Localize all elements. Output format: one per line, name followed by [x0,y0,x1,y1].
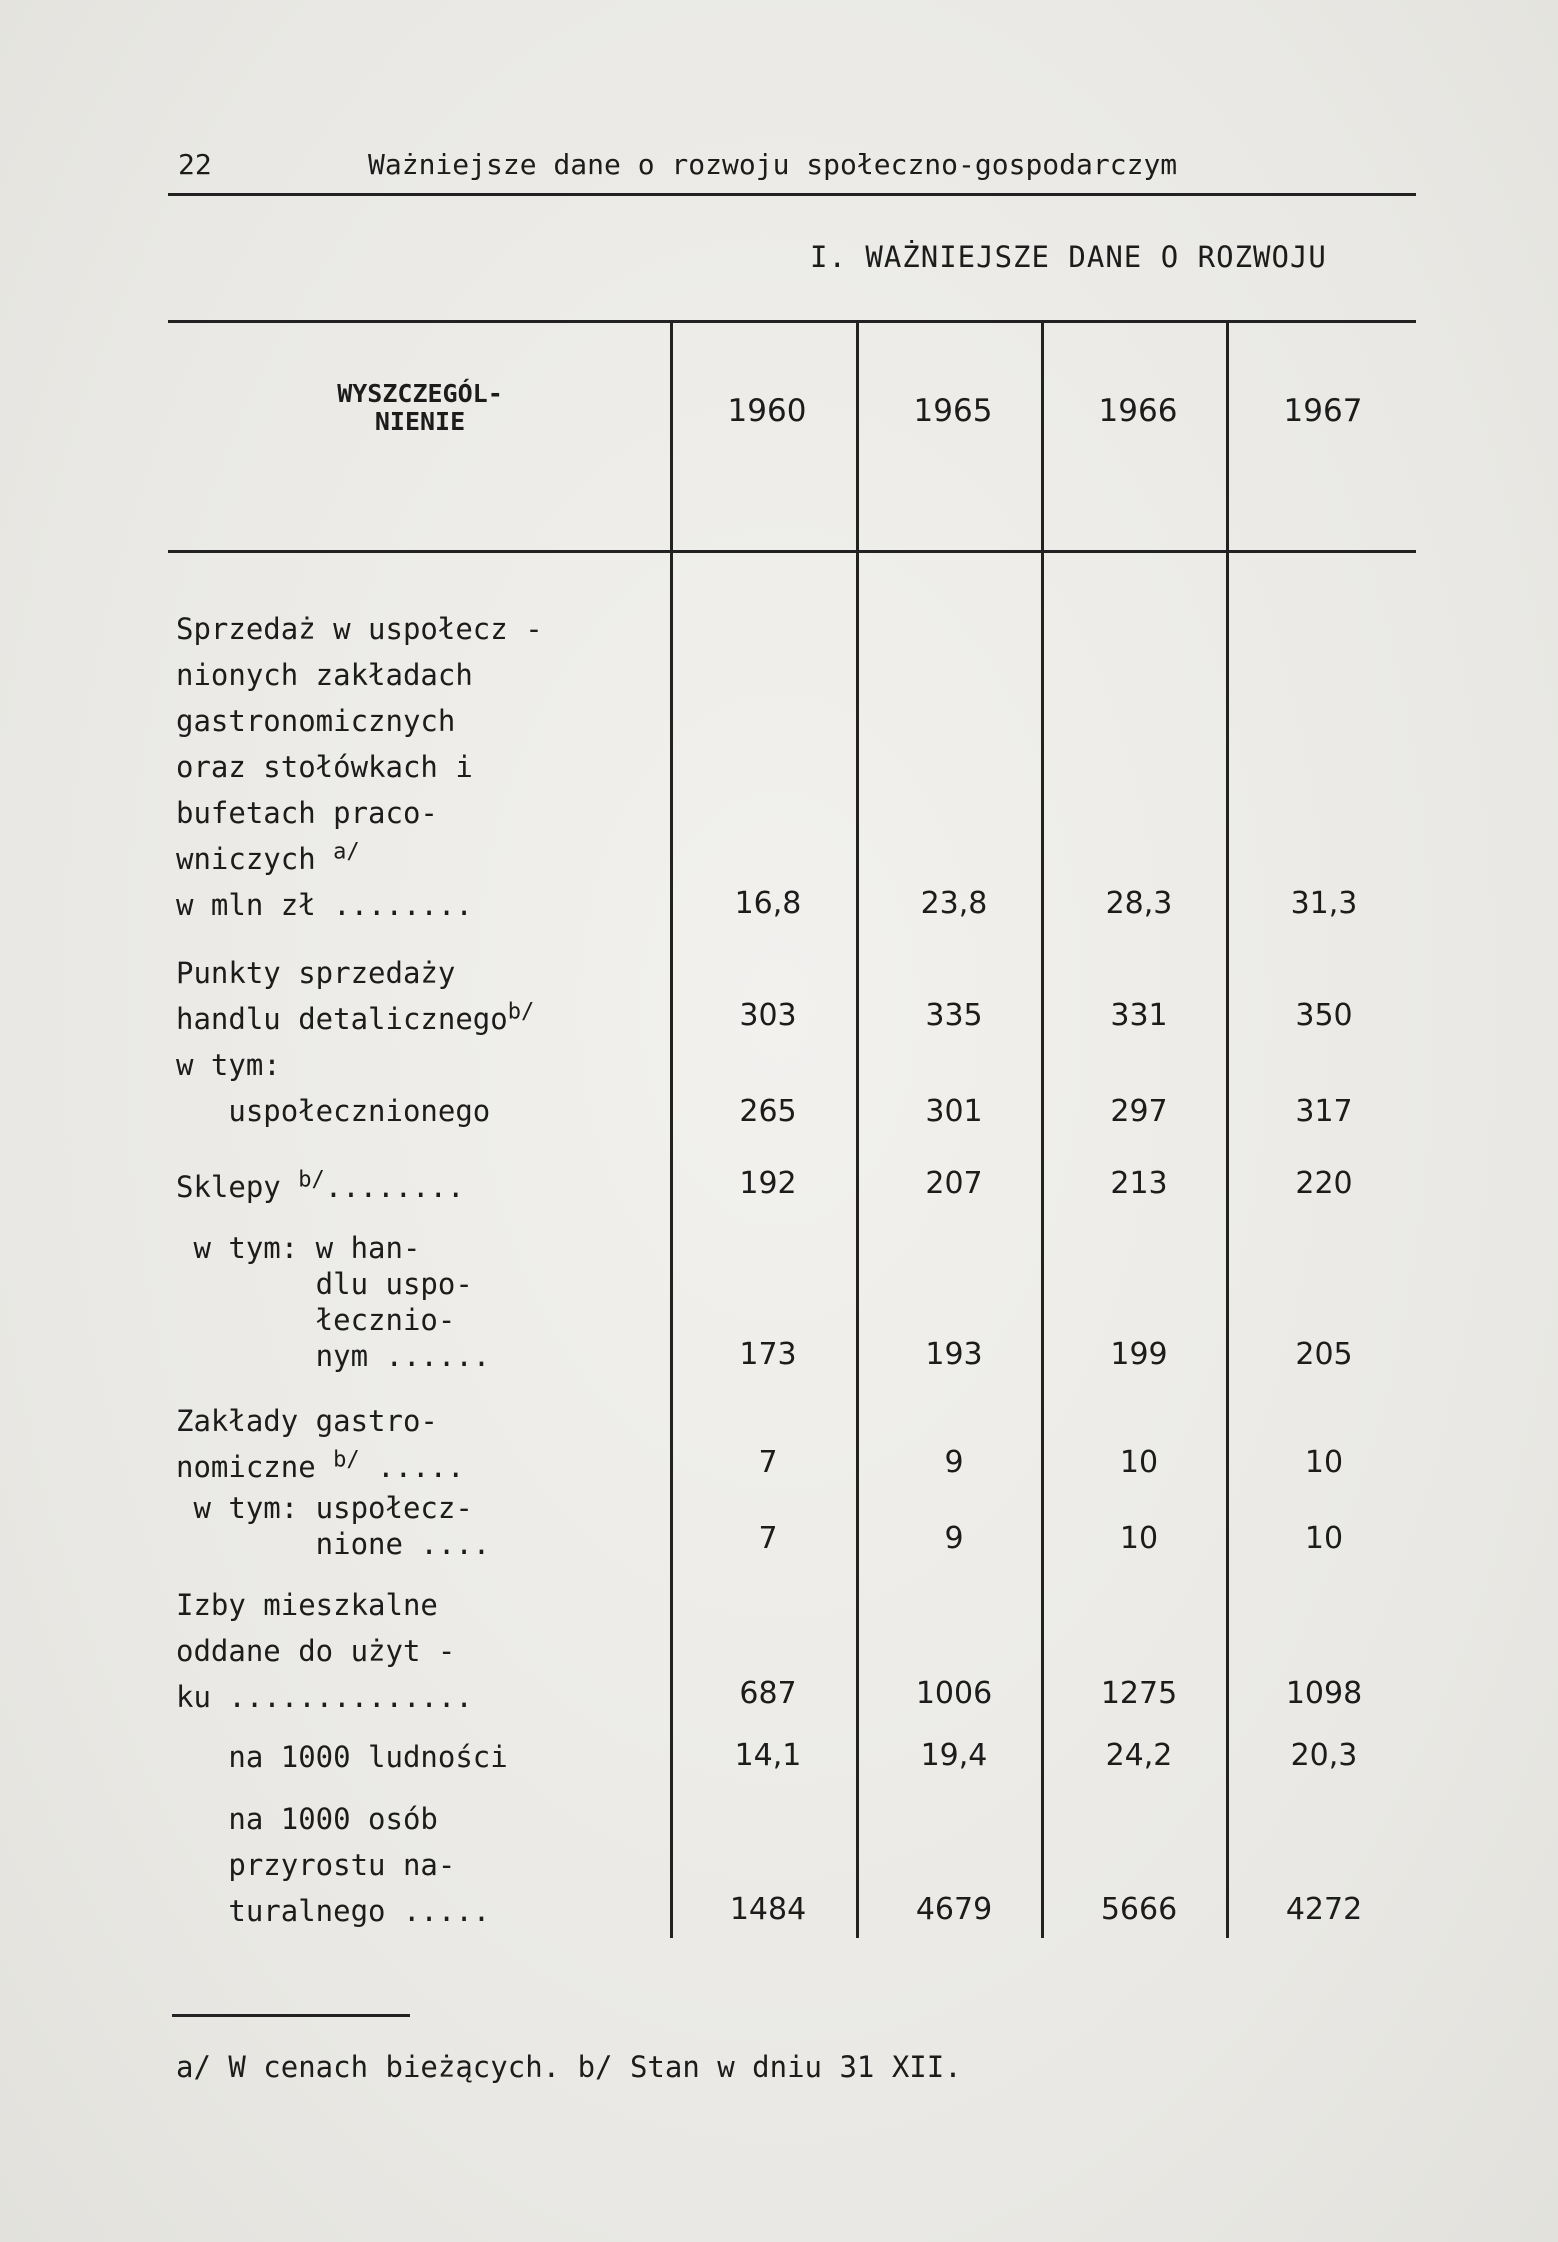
footnote-marker: b/ [298,1167,325,1193]
table-cell: 10 [1304,1445,1344,1480]
row-label-line: na 1000 osób [176,1802,438,1836]
row-label [176,1734,508,1780]
column-divider [1041,322,1044,1938]
row-label-line: Sklepy [176,1170,281,1204]
row-label-line: Sprzedaż w uspołecz - [176,612,543,646]
table-cell: 1484 [729,1892,807,1927]
table-cell: 4272 [1285,1892,1363,1927]
row-label [176,1164,464,1210]
page-number: 22 [178,148,212,181]
table-cell: 1006 [915,1676,993,1711]
row-label-line: ku .............. [176,1680,473,1714]
row-label-line: nym ...... [176,1339,491,1373]
table-cell: 10 [1119,1521,1159,1556]
row-label [176,1398,464,1490]
table-cell: 687 [739,1676,797,1711]
table-cell: 335 [925,998,983,1033]
row-label-line: oddane do użyt - [176,1634,456,1668]
table-cell: 5666 [1100,1892,1178,1927]
row-label-line: w mln zł ........ [176,888,473,922]
table-cell: 205 [1295,1337,1353,1372]
running-title: Ważniejsze dane o rozwoju społeczno-gospodarczym [368,148,1178,181]
row-label-line: na 1000 ludności [176,1740,508,1774]
row-label [176,1796,490,1934]
row-label-leader: ........ [324,1170,465,1204]
row-label [176,950,534,1042]
table-cell: 9 [944,1521,964,1556]
table-cell: 23,8 [920,886,988,921]
table-cell: 297 [1110,1094,1168,1129]
row-label-line: Izby mieszkalne [176,1588,438,1622]
table-cell: 173 [739,1337,797,1372]
year-header: 1965 [913,393,993,429]
page-header [172,148,1412,188]
table-cell: 10 [1119,1445,1159,1480]
table-cell: 4679 [915,1892,993,1927]
row-label-leader: ..... [359,1450,465,1484]
table-cell: 317 [1295,1094,1353,1129]
table-cell: 213 [1110,1166,1168,1201]
row-label-line: oraz stołówkach i [176,750,473,784]
table-cell: 7 [758,1521,778,1556]
table-cell: 301 [925,1094,983,1129]
row-label-line: w tym: [176,1048,281,1082]
table-cell: 220 [1295,1166,1353,1201]
column-divider [670,322,673,1938]
table-cell: 1275 [1100,1676,1178,1711]
table-cell: 265 [739,1094,797,1129]
row-label-line: uspołecznionego [176,1094,491,1128]
row-label-line: handlu detalicznego [176,1002,508,1036]
row-label-line: nione .... [176,1527,491,1561]
row-label-line: w tym: w han- [176,1231,421,1265]
row-label-line: Punkty sprzedaży [176,956,456,990]
row-label-line: gastronomicznych [176,704,456,738]
row-label [176,1582,473,1720]
label-column-header [320,380,520,436]
header-rule [168,193,1416,196]
table-cell: 14,1 [734,1738,802,1773]
row-label-line: bufetach praco- [176,796,438,830]
row-label-line: w tym: uspołecz- [176,1491,473,1525]
column-divider [1226,322,1229,1938]
footnote-marker: b/ [333,1447,360,1473]
row-label [176,1230,490,1374]
table-cell: 192 [739,1166,797,1201]
row-label-line: dlu uspo- [176,1267,473,1301]
row-label-line: nomiczne [176,1450,316,1484]
table-cell: 7 [758,1445,778,1480]
table-cell: 19,4 [920,1738,988,1773]
table-cell: 1098 [1285,1676,1363,1711]
row-label-line: turalnego ..... [176,1894,491,1928]
table-cell: 350 [1295,998,1353,1033]
row-label-line: nionych zakładach [176,658,473,692]
table-cell: 207 [925,1166,983,1201]
column-divider [856,322,859,1938]
table-cell: 10 [1304,1521,1344,1556]
footnote: a/ W cenach bieżących. b/ Stan w dniu 31 XII. [176,2050,962,2084]
row-label-line: przyrostu na- [176,1848,456,1882]
label-header-line: NIENIE [374,407,466,436]
footnote-rule [172,2014,410,2017]
table-cell: 303 [739,998,797,1033]
table-cell: 28,3 [1105,886,1173,921]
footnote-marker: b/ [507,999,535,1025]
table-cell: 331 [1110,998,1168,1033]
table-cell: 31,3 [1290,886,1358,921]
table-cell: 199 [1110,1337,1168,1372]
year-header: 1960 [727,393,807,429]
row-label-line: wniczych [176,842,316,876]
table-cell: 20,3 [1290,1738,1358,1773]
row-label-line: Zakłady gastro- [176,1404,438,1438]
year-header: 1966 [1098,393,1178,429]
table-cell: 24,2 [1105,1738,1173,1773]
year-header: 1967 [1283,393,1363,429]
table-cell: 193 [925,1337,983,1372]
label-header-line: WYSZCZEGÓL- [337,379,503,408]
row-label [176,1042,490,1134]
table-cell: 9 [944,1445,964,1480]
section-title: I. WAŻNIEJSZE DANE O ROZWOJU [810,240,1327,274]
row-label [176,606,543,928]
table-cell: 16,8 [734,886,802,921]
row-label-line: łecznio- [176,1303,456,1337]
row-label [176,1490,490,1562]
footnote-marker: a/ [333,839,360,865]
